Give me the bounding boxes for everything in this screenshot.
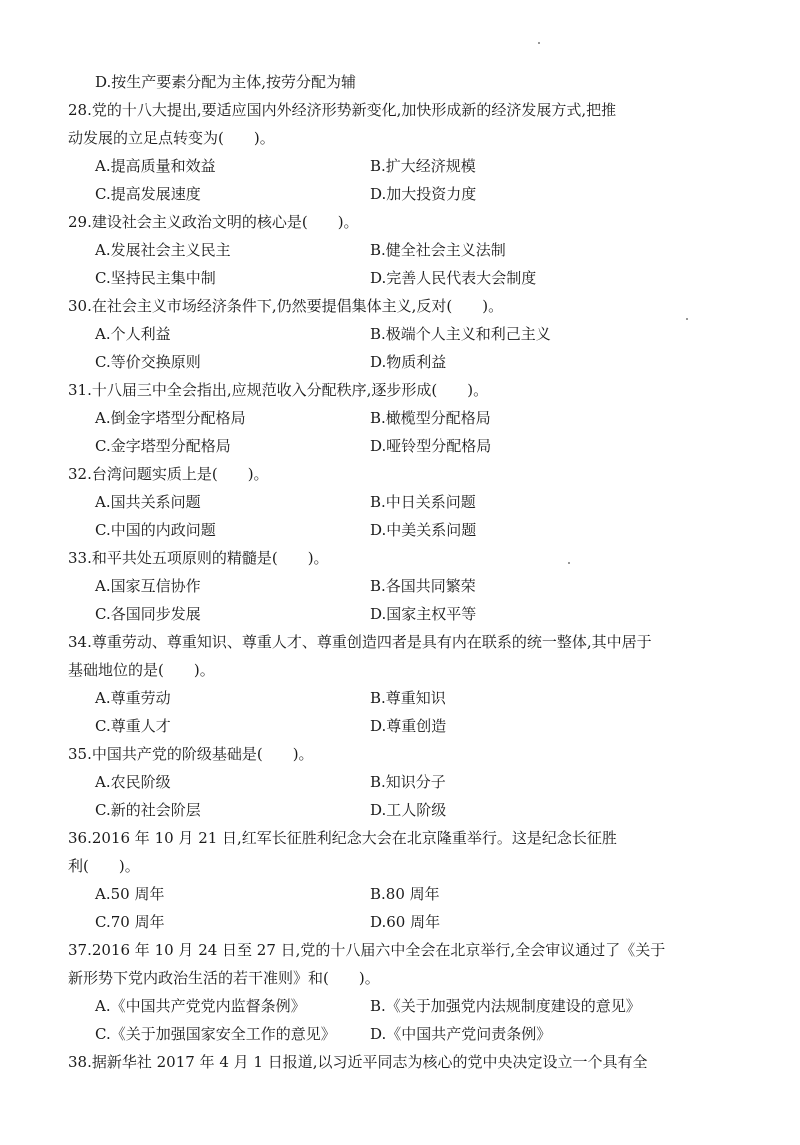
answer-option: D.物质利益 <box>370 353 447 371</box>
answer-option: D.加大投资力度 <box>370 185 477 203</box>
question-text: 32.台湾问题实质上是( )。 <box>68 465 269 483</box>
answer-option: A.尊重劳动 <box>95 689 171 707</box>
answer-option: C.尊重人才 <box>95 717 171 735</box>
answer-option: B.尊重知识 <box>370 689 446 707</box>
answer-option: D.《中国共产党问责条例》 <box>370 1025 552 1043</box>
answer-option: A.50 周年 <box>95 885 165 903</box>
answer-option: A.个人利益 <box>95 325 171 343</box>
answer-option: C.提高发展速度 <box>95 185 201 203</box>
answer-option: C.各国同步发展 <box>95 605 201 623</box>
answer-option: C.坚持民主集中制 <box>95 269 216 287</box>
answer-option: C.等价交换原则 <box>95 353 201 371</box>
answer-option: C.金字塔型分配格局 <box>95 437 231 455</box>
answer-option: B.健全社会主义法制 <box>370 241 506 259</box>
question-continuation: 新形势下党内政治生活的若干准则》和( )。 <box>68 969 380 987</box>
question-text: 34.尊重劳动、尊重知识、尊重人才、尊重创造四者是具有内在联系的统一整体,其中居于 <box>68 633 652 651</box>
answer-option: C.中国的内政问题 <box>95 521 216 539</box>
scan-speck <box>538 42 540 44</box>
question-text: 29.建设社会主义政治文明的核心是( )。 <box>68 213 359 231</box>
answer-option: D.工人阶级 <box>370 801 447 819</box>
question-text: 31.十八届三中全会指出,应规范收入分配秩序,逐步形成( )。 <box>68 381 489 399</box>
question-continuation: 基础地位的是( )。 <box>68 661 215 679</box>
answer-option: A.发展社会主义民主 <box>95 241 231 259</box>
answer-option: B.扩大经济规模 <box>370 157 476 175</box>
question-text: 36.2016 年 10 月 21 日,红军长征胜利纪念大会在北京隆重举行。这是纪念长征胜 <box>68 829 617 847</box>
question-text: 33.和平共处五项原则的精髓是( )。 <box>68 549 329 567</box>
answer-option: B.各国共同繁荣 <box>370 577 476 595</box>
answer-option: B.《关于加强党内法规制度建设的意见》 <box>370 997 641 1015</box>
answer-option: A.农民阶级 <box>95 773 171 791</box>
answer-option: D.国家主权平等 <box>370 605 477 623</box>
answer-option: B.极端个人主义和利己主义 <box>370 325 551 343</box>
answer-option: D.完善人民代表大会制度 <box>370 269 537 287</box>
question-text: 28.党的十八大提出,要适应国内外经济形势新变化,加快形成新的经济发展方式,把推 <box>68 101 617 119</box>
answer-option: A.国共关系问题 <box>95 493 201 511</box>
answer-option: A.国家互信协作 <box>95 577 201 595</box>
answer-option: D.60 周年 <box>370 913 441 931</box>
question-text: 35.中国共产党的阶级基础是( )。 <box>68 745 314 763</box>
answer-option: C.《关于加强国家安全工作的意见》 <box>95 1025 336 1043</box>
answer-option: C.新的社会阶层 <box>95 801 201 819</box>
answer-option: D.哑铃型分配格局 <box>370 437 492 455</box>
answer-option: D.按生产要素分配为主体,按劳分配为辅 <box>95 73 357 91</box>
answer-option: B.80 周年 <box>370 885 440 903</box>
question-continuation: 利( )。 <box>68 857 140 875</box>
answer-option: B.中日关系问题 <box>370 493 476 511</box>
question-text: 37.2016 年 10 月 24 日至 27 日,党的十八届六中全会在北京举行,全会审议通过了《关于 <box>68 941 666 959</box>
scan-speck <box>568 562 570 564</box>
answer-option: A.《中国共产党党内监督条例》 <box>95 997 306 1015</box>
scan-speck <box>686 318 688 320</box>
answer-option: D.中美关系问题 <box>370 521 477 539</box>
answer-option: B.知识分子 <box>370 773 446 791</box>
question-text: 30.在社会主义市场经济条件下,仍然要提倡集体主义,反对( )。 <box>68 297 504 315</box>
answer-option: C.70 周年 <box>95 913 165 931</box>
answer-option: D.尊重创造 <box>370 717 447 735</box>
answer-option: B.橄榄型分配格局 <box>370 409 491 427</box>
answer-option: A.提高质量和效益 <box>95 157 216 175</box>
question-continuation: 动发展的立足点转变为( )。 <box>68 129 275 147</box>
question-text: 38.据新华社 2017 年 4 月 1 日报道,以习近平同志为核心的党中央决定设立一个具有全 <box>68 1053 648 1071</box>
answer-option: A.倒金字塔型分配格局 <box>95 409 246 427</box>
